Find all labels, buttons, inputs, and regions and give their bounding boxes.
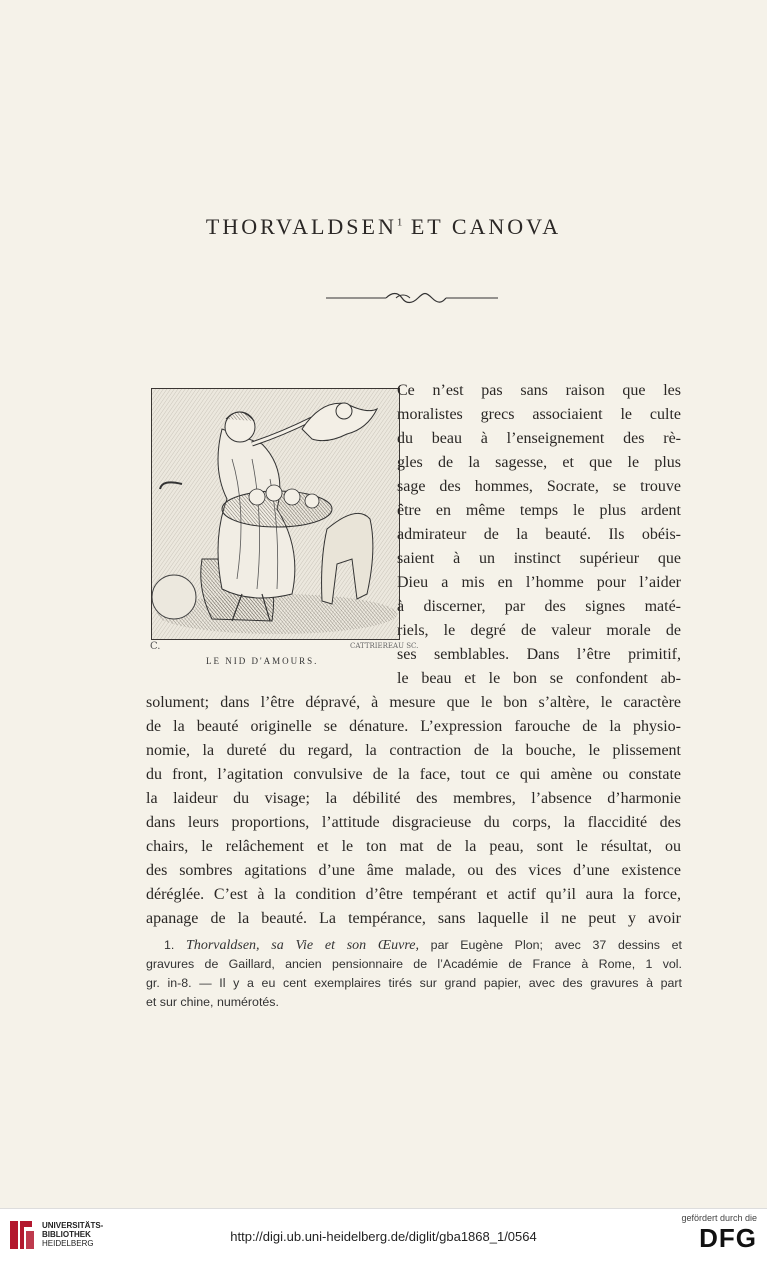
article-title-rest: ET CANOVA [402,214,562,239]
logo-line-3: HEIDELBERG [42,1239,94,1248]
footer-bar [0,1208,767,1264]
text-line: des sombres agitations d’une âme malade, ou des vices d’une existence [146,862,681,879]
footnote-line-3: gr. in-8. — Il y a eu cent exemplaires tirés sur grand papier, avec des gravures à part [146,976,682,990]
text-line: le beau et le bon se confondent ab- [397,670,681,687]
text-line: dans leurs proportions, l’attitude disgracieuse du corps, la flaccidité des [146,814,681,831]
logo-line-1: UNIVERSITÄTS- [42,1221,104,1230]
footnote-line-2: gravures de Gaillard, ancien pensionnaire de l’Académie de France à Rome, 1 vol. [146,957,682,971]
text-line: nomie, la dureté du regard, la contraction de la bouche, le plissement [146,742,681,759]
logo-line-2: BIBLIOTHEK [42,1230,91,1239]
engraving-drawing [152,389,399,639]
text-line: solument; dans l’être dépravé, à mesure que le bon s’altère, le caractère [146,694,681,711]
engraving-illustration [151,388,400,640]
text-line: être en même temps le plus ardent [397,502,681,519]
text-line: saient à un instinct supérieur que [397,550,681,567]
title-ornament-icon [326,291,498,305]
text-line: moralistes grecs associaient le culte [397,406,681,423]
footnote-line-1: par Eugène Plon; avec 37 dessins et [418,938,682,952]
article-title [0,214,767,240]
text-line: riels, le degré de valeur morale de [397,622,681,639]
engraver-mark-right: CATTRIEREAU SC. [350,642,419,650]
text-line: chairs, le relâchement et le ton mat de la peau, sont le résultat, ou [146,838,681,855]
article-title-main: THORVALDSEN [205,214,397,239]
text-line: apanage de la beauté. La tempérance, sans laquelle il ne peut y avoir [146,910,681,927]
text-line: à discerner, par des signes maté- [397,598,681,615]
text-line: du beau à l’enseignement des rè- [397,430,681,447]
text-line: Dieu a mis en l’homme pour l’aider [397,574,681,591]
figure-caption: LE NID D'AMOURS. [206,656,319,666]
text-line: de la beauté originelle se dénature. L’expression farouche de la physio- [146,718,681,735]
funded-by-label: gefördert durch die [681,1213,757,1223]
text-line: sage des hommes, Socrate, se trouve [397,478,681,495]
text-line: ses semblables. Dans l’être primitif, [397,646,681,663]
text-line: la laideur du visage; la débilité des membres, l’absence d’harmonie [146,790,681,807]
text-line: gles de la sagesse, et que le plus [397,454,681,471]
dfg-logo-text: DFG [699,1223,757,1253]
source-url-link[interactable]: http://digi.ub.uni-heidelberg.de/diglit/gba1868_1/0564 [230,1229,537,1244]
dfg-logo[interactable] [677,1213,757,1253]
title-footnote-marker: 1 [396,216,403,229]
footnote-work-title: Thorvaldsen, sa Vie et son Œuvre, [186,938,419,953]
text-line: du front, l’agitation convulsive de la face, tout ce qui amène ou constate [146,766,681,783]
engraver-mark-left: C. [150,641,161,652]
footnote-line-4: et sur chine, numérotés. [146,995,279,1009]
text-line: Ce n’est pas sans raison que les [397,382,681,399]
footnote-number: 1. [164,938,175,952]
text-line: admirateur de la beauté. Ils obéis- [397,526,681,543]
text-line: déréglée. C’est à la condition d’être tempérant et actif qu’il aura la force, [146,886,681,903]
footnote-line [164,938,682,954]
